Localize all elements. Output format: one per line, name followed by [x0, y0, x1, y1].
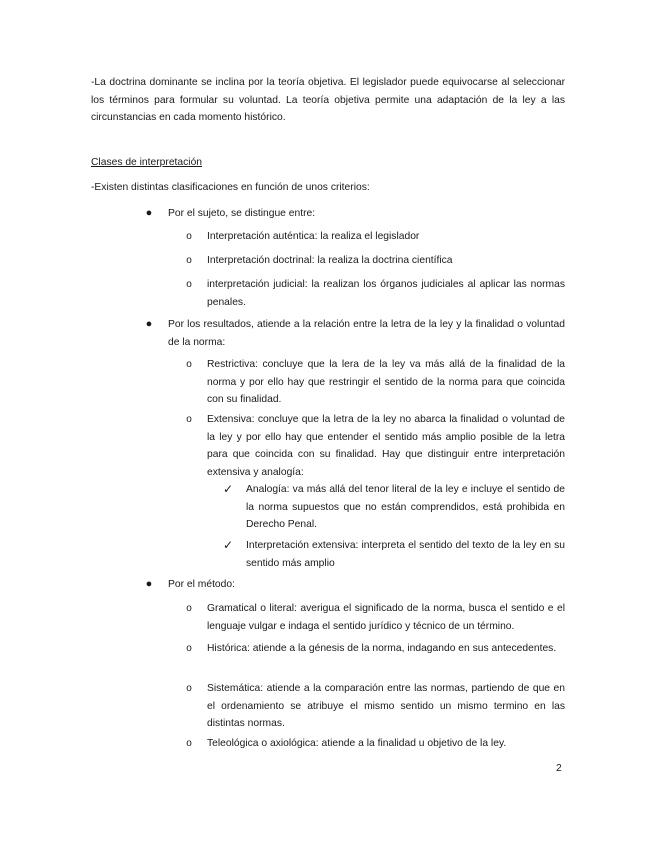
check-marker: ✓	[222, 482, 234, 496]
circle-marker: o	[186, 231, 192, 242]
list-item: Por los resultados, atiende a la relación entre la letra de la ley y la finalidad o voluntad de la norma:	[168, 319, 565, 348]
intro-paragraph: -La doctrina dominante se inclina por la teoría objetiva. El legislador puede equivocarse al seleccionar los términos para formular su voluntad. La teoría objetiva permite una adaptación de la ley a las circunstancias en cada momento histórico.	[91, 77, 565, 123]
lead-text: -Existen distintas clasificaciones en función de unos criterios:	[91, 182, 370, 193]
circle-marker: o	[186, 603, 192, 614]
list-item: Interpretación doctrinal: la realiza la doctrina científica	[207, 255, 453, 266]
section-heading: Clases de interpretación	[91, 157, 203, 168]
bullet-marker: ●	[145, 318, 153, 330]
circle-marker: o	[186, 683, 192, 694]
circle-marker: o	[186, 255, 192, 266]
list-item: Sistemática: atiende a la comparación entre las normas, partiendo de que en el ordenamiento se atribuye el mismo sentido un mismo termino en las distintas normas.	[207, 683, 565, 729]
circle-marker: o	[186, 414, 192, 425]
circle-marker: o	[186, 643, 192, 654]
circle-marker: o	[186, 359, 192, 370]
circle-marker: o	[186, 279, 192, 290]
list-item: Interpretación extensiva: interpreta el sentido del texto de la ley en su sentido más amplio	[246, 540, 565, 569]
list-item: Extensiva: concluye que la letra de la ley no abarca la finalidad o voluntad de la ley y por ello hay que entender el sentido más amplio posible de la letra para que coincida con su finalidad. Hay que distinguir entre interpretación extensiva y analogía:	[207, 414, 565, 478]
list-item: Interpretación auténtica: la realiza el legislador	[207, 231, 420, 242]
circle-marker: o	[186, 738, 192, 749]
list-item: interpretación judicial: la realizan los órganos judiciales al aplicar las normas penales.	[207, 279, 565, 308]
list-item: Por el método:	[168, 579, 235, 590]
list-item: Teleológica o axiológica: atiende a la finalidad u objetivo de la ley.	[207, 738, 507, 749]
list-item: Histórica: atiende a la génesis de la norma, indagando en sus antecedentes.	[207, 643, 557, 654]
bullet-marker: ●	[145, 207, 153, 219]
bullet-marker: ●	[145, 578, 153, 590]
list-item: Por el sujeto, se distingue entre:	[168, 208, 316, 219]
list-item: Analogía: va más allá del tenor literal de la ley e incluye el sentido de la norma supuestos que no están comprendidos, está prohibida en Derecho Penal.	[246, 484, 565, 530]
list-item: Gramatical o literal: averigua el significado de la norma, busca el sentido e el lenguaje vulgar e indaga el sentido jurídico y técnico de un término.	[207, 603, 565, 632]
list-item: Restrictiva: concluye que la lera de la ley va más allá de la finalidad de la norma y por ello hay que restringir el sentido de la norma para que coincida con su finalidad.	[207, 359, 565, 405]
page-number: 2	[556, 763, 562, 774]
check-marker: ✓	[222, 538, 234, 552]
